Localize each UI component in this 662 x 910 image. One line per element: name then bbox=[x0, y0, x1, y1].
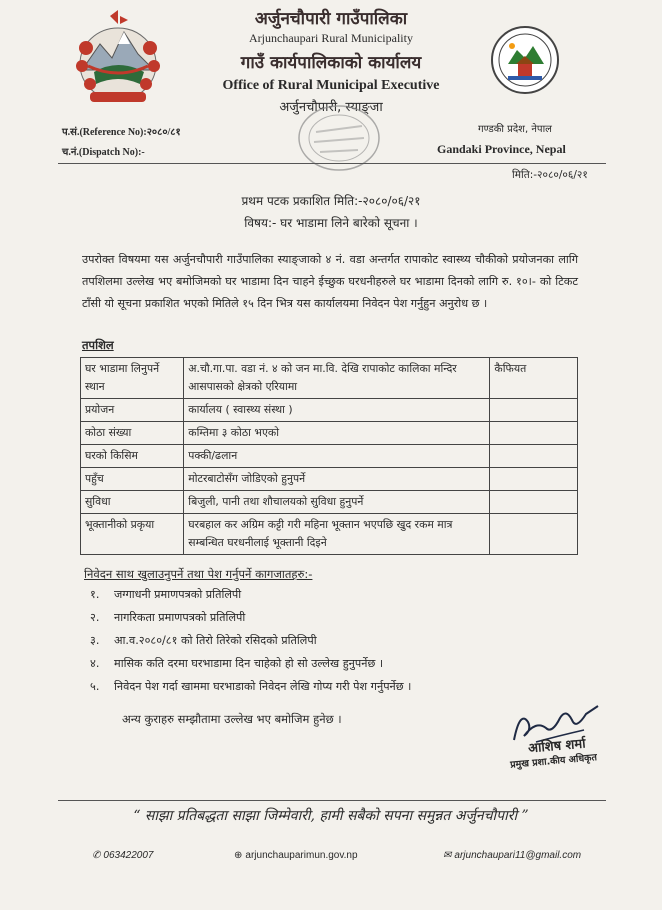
details-label: तपशिल bbox=[82, 338, 114, 352]
municipality-motto: “ साझा प्रतिबद्धता साझा जिम्मेवारी, हामी सबैको सपना समुन्नत अर्जुनचौपारी ” bbox=[133, 808, 529, 824]
municipality-name-english: Arjunchaupari Rural Municipality bbox=[249, 31, 413, 45]
list-item-text: निवेदन पेश गर्दा खाममा घरभाडाको निवेदन लेखि गोप्य गरी पेश गर्नुपर्नेछ । bbox=[114, 680, 412, 693]
table-cell-value: कम्तिमा ३ कोठा भएको bbox=[184, 422, 490, 445]
table-cell-label: कोठा संख्या bbox=[81, 422, 184, 445]
reference-number: प.सं.(Reference No):२०८०/८१ bbox=[62, 127, 181, 138]
signatory-name: आशिष शर्मा bbox=[527, 736, 587, 757]
footer-website[interactable] bbox=[234, 850, 358, 861]
signatory-title: प्रमुख प्रशा.कीय अधिकृत bbox=[509, 752, 598, 771]
table-cell-remark bbox=[490, 468, 578, 491]
list-item bbox=[90, 629, 411, 652]
closing-statement: अन्य कुराहरु सम्झौतामा उल्लेख भए बमोजिम हुनेछ । bbox=[122, 712, 342, 726]
mail-icon: ✉ bbox=[443, 850, 452, 861]
table-cell-label: भूक्तानीको प्रकृया bbox=[81, 514, 184, 555]
header-divider bbox=[58, 163, 606, 164]
office-name-nepali: गाउँ कार्यपालिकाको कार्यालय bbox=[240, 53, 422, 73]
table-cell-value: अ.चौ.गा.पा. वडा नं. ४ को जन मा.वि. देखि रापाकोट कालिका मन्दिर आसपासको क्षेत्रको एरियामा bbox=[184, 358, 490, 399]
table-cell-label: पहुँच bbox=[81, 468, 184, 491]
table-cell-value: घरबहाल कर अग्रिम कट्टी गरी महिना भूक्तान भएपछि खुद रकम मात्र सम्बन्धित घरधनीलाई भूक्तानी दिइने bbox=[184, 514, 490, 555]
table-row bbox=[81, 468, 578, 491]
nepal-emblem-icon bbox=[66, 10, 170, 110]
list-item-text: मासिक कति दरमा घरभाडामा दिन चाहेको हो सो उल्लेख हुनुपर्नेछ । bbox=[114, 657, 384, 670]
footer-phone bbox=[92, 850, 153, 861]
required-documents-list bbox=[90, 583, 411, 698]
province-nepali: गण्डकी प्रदेश, नेपाल bbox=[478, 124, 552, 135]
required-documents-heading: निवेदन साथ खुलाउनुपर्ने तथा पेश गर्नुपर्ने कागजातहरु:- bbox=[84, 567, 313, 581]
globe-icon: ⊕ bbox=[234, 850, 243, 861]
published-date: प्रथम पटक प्रकाशित मिति:-२०८०/०६/२१ bbox=[241, 194, 421, 208]
table-cell-value: मोटरबाटोसँग जोडिएको हुनुपर्ने bbox=[184, 468, 490, 491]
email-link[interactable]: arjunchaupari11@gmail.com bbox=[454, 850, 582, 861]
list-item-text: आ.व.२०८०/८१ को तिरो तिरेको रसिदको प्रतिलिपी bbox=[114, 634, 317, 647]
notice-subject: विषय:- घर भाडामा लिने बारेको सूचना । bbox=[244, 216, 418, 230]
office-address-nepali: अर्जुनचौपारी, स्याङ्जा bbox=[279, 100, 383, 115]
table-cell-label: प्रयोजन bbox=[81, 399, 184, 422]
province-english: Gandaki Province, Nepal bbox=[437, 142, 566, 156]
footer-divider bbox=[58, 800, 606, 801]
table-row bbox=[81, 514, 578, 555]
table-cell-value: कार्यालय ( स्वास्थ्य संस्था ) bbox=[184, 399, 490, 422]
table-cell-remark bbox=[490, 514, 578, 555]
table-cell-remark bbox=[490, 445, 578, 468]
list-item bbox=[90, 583, 411, 606]
table-cell-remark bbox=[490, 422, 578, 445]
table-row bbox=[81, 399, 578, 422]
notice-body: उपरोक्त विषयमा यस अर्जुनचौपारी गाउँपालिका स्याङ्जाको ४ नं. वडा अन्तर्गत रापाकोट स्वास्थ्य चौकीको प्रयोजनका लागि तपशिलमा उल्लेख भए बमोजिमको घर भाडामा दिन चाहने ईच्छुक घरधनीहरुले घर भाडामा दिनको लागि रु. १०।- को टिकट टाँसी यो सूचना प्रकाशित भएको मितिले १५ दिन भित्र यस कार्यालयमा निवेदन पेश गर्नुहुन अनुरोध छ । bbox=[82, 253, 578, 310]
table-cell-remark bbox=[490, 491, 578, 514]
table-cell-value: बिजुली, पानी तथा शौचालयको सुविधा हुनुपर्ने bbox=[184, 491, 490, 514]
list-item-text: नागरिकता प्रमाणपत्रको प्रतिलिपी bbox=[114, 611, 246, 624]
table-cell-remark bbox=[490, 399, 578, 422]
table-cell-value: पक्की/ढलान bbox=[184, 445, 490, 468]
table-row bbox=[81, 422, 578, 445]
phone-icon: ✆ bbox=[92, 850, 101, 861]
table-row bbox=[81, 358, 578, 399]
rental-requirements-table bbox=[80, 357, 578, 555]
table-cell-label: घरको किसिम bbox=[81, 445, 184, 468]
table-cell-remark: कैफियत bbox=[490, 358, 578, 399]
table-cell-label: सुविधा bbox=[81, 491, 184, 514]
list-item-number: ३. bbox=[90, 634, 100, 647]
list-item-text: जग्गाधनी प्रमाणपत्रको प्रतिलिपी bbox=[114, 588, 242, 601]
list-item bbox=[90, 606, 411, 629]
municipality-logo-icon bbox=[490, 20, 560, 100]
footer-email[interactable] bbox=[443, 850, 581, 861]
list-item-number: ४. bbox=[90, 657, 100, 670]
municipality-name-nepali: अर्जुनचौपारी गाउँपालिका bbox=[254, 9, 408, 29]
list-item bbox=[90, 652, 411, 675]
list-item bbox=[90, 675, 411, 698]
list-item-number: १. bbox=[90, 588, 100, 601]
phone-number: 063422007 bbox=[103, 850, 154, 861]
dispatch-number: च.नं.(Dispatch No):- bbox=[62, 147, 145, 158]
letter-date: मिति:-२०८०/०६/२१ bbox=[512, 169, 588, 181]
website-link[interactable]: arjunchauparimun.gov.np bbox=[245, 850, 358, 861]
list-item-number: ५. bbox=[90, 680, 100, 693]
list-item-number: २. bbox=[90, 611, 100, 624]
table-row bbox=[81, 445, 578, 468]
table-cell-label: घर भाडामा लिनुपर्ने स्थान bbox=[81, 358, 184, 399]
office-name-english: Office of Rural Municipal Executive bbox=[222, 78, 440, 93]
table-row bbox=[81, 491, 578, 514]
